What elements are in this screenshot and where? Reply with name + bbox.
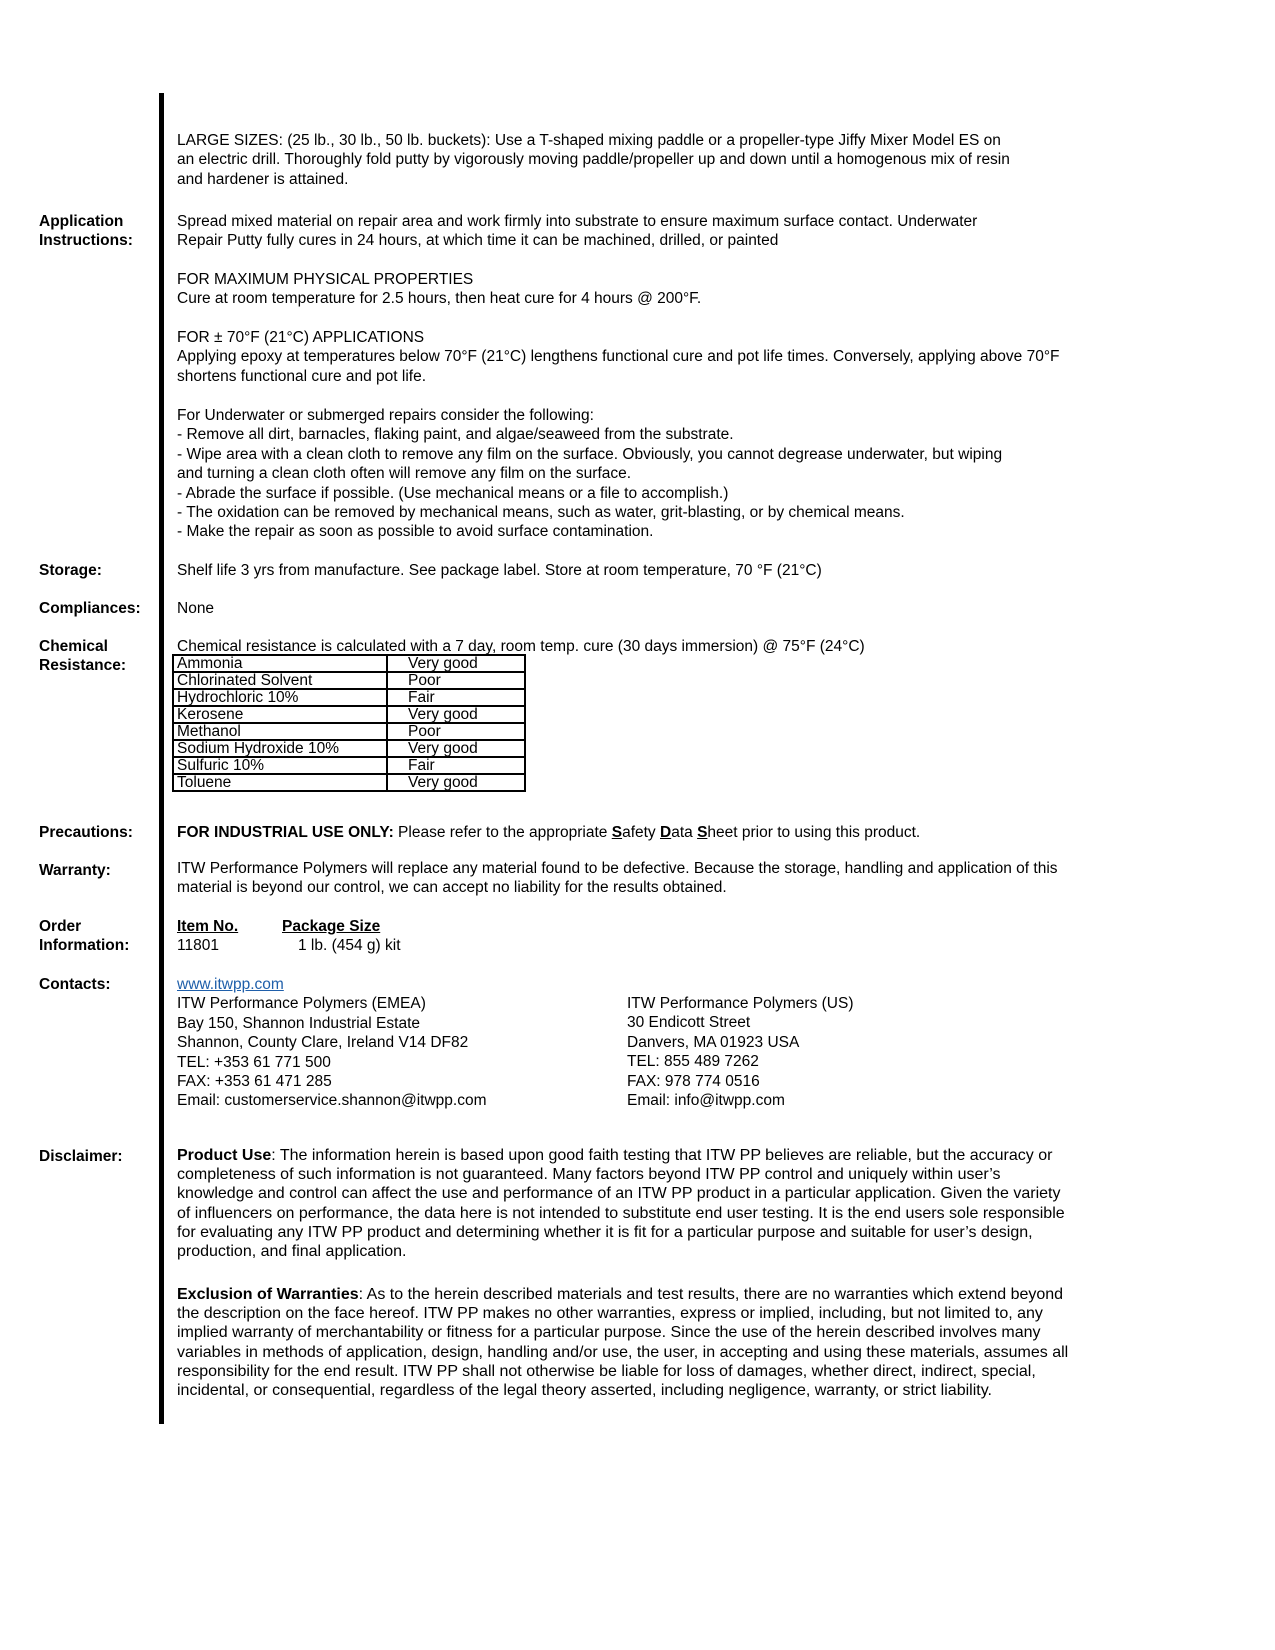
text-line: LARGE SIZES: (25 lb., 30 lb., 50 lb. buckets): Use a T-shaped mixing paddle or a propeller-type Jiffy Mixer Model ES on: [177, 132, 1001, 149]
text-line: FOR ± 70°F (21°C) APPLICATIONS: [177, 329, 425, 346]
table-row: [173, 740, 525, 757]
chemical-resistance-table: [172, 654, 526, 792]
text-line: shortens functional cure and pot life.: [177, 367, 427, 385]
text-run: ata: [671, 824, 698, 841]
max-properties-text: [177, 270, 701, 309]
chemical-cell: Methanol: [173, 723, 387, 740]
rating-cell: Very good: [387, 655, 525, 672]
text-line: and hardener is attained.: [177, 170, 349, 188]
order-item-no: 11801: [177, 937, 219, 954]
text-line: - Abrade the surface if possible. (Use mechanical means or a file to accomplish.): [177, 484, 729, 502]
rating-cell: Poor: [387, 672, 525, 689]
disclaimer-label: Disclaimer:: [39, 1148, 123, 1165]
sds-initial-s: S: [611, 824, 623, 841]
text-line: - Remove all dirt, barnacles, flaking paint, and algae/seaweed from the substrate.: [177, 426, 734, 444]
label-line: Application: [39, 213, 124, 230]
compliances-text: None: [177, 600, 215, 617]
text-line: FAX: 978 774 0516: [627, 1072, 760, 1090]
text-run: heet prior to using this product.: [707, 824, 921, 841]
chemical-cell: Hydrochloric 10%: [173, 689, 387, 706]
disclaimer-product-use: [177, 1146, 1077, 1261]
item-no-header: Item No.: [177, 918, 239, 935]
text-line: material is beyond our control, we can accept no liability for the results obtained.: [177, 879, 727, 897]
underwater-repairs-text: [177, 406, 1002, 542]
text-line: - The oxidation can be removed by mechanical means, such as water, grit-blasting, or by chemical means.: [177, 504, 905, 522]
text-line: ITW Performance Polymers (EMEA): [177, 995, 426, 1013]
table-row: [173, 672, 525, 689]
table-row: [173, 655, 525, 672]
text-line: Applying epoxy at temperatures below 70°F (21°C) lengthens functional cure and pot life times. Conversely, applying above 70°F: [177, 348, 1060, 366]
rating-cell: Very good: [387, 740, 525, 757]
text-line: FAX: +353 61 471 285: [177, 1073, 332, 1091]
text-line: an electric drill. Thoroughly fold putty by vigorously moving paddle/propeller up and down until a homogenous mix of resin: [177, 151, 1010, 169]
text-line: - Make the repair as soon as possible to avoid surface contamination.: [177, 523, 654, 541]
rating-cell: Poor: [387, 723, 525, 740]
warranty-label: Warranty:: [39, 862, 111, 879]
text-line: Email: info@itwpp.com: [627, 1092, 785, 1110]
product-use-heading: Product Use: [177, 1147, 272, 1164]
label-line: Instructions:: [39, 232, 133, 249]
text-line: Danvers, MA 01923 USA: [627, 1033, 800, 1051]
table-row: [173, 723, 525, 740]
contacts-left: [177, 975, 487, 1111]
large-sizes-text: [177, 131, 1010, 189]
chemical-resistance-label: [39, 637, 126, 675]
table-row: [173, 757, 525, 774]
website-link[interactable]: www.itwpp.com: [177, 976, 284, 993]
text-run: Please refer to the appropriate: [393, 824, 612, 841]
text-line: ITW Performance Polymers (US): [627, 995, 854, 1012]
label-line: Information:: [39, 937, 130, 954]
table-row: [173, 706, 525, 723]
text-line: 30 Endicott Street: [627, 1014, 751, 1032]
order-package-size: 1 lb. (454 g) kit: [298, 937, 401, 954]
precautions-label: Precautions:: [39, 824, 133, 841]
text-line: ITW Performance Polymers will replace any material found to be defective. Because the storage, handling and application of this: [177, 860, 1058, 877]
text-line: TEL: +353 61 771 500: [177, 1053, 331, 1071]
table-row: [173, 689, 525, 706]
chemical-cell: Chlorinated Solvent: [173, 672, 387, 689]
package-size-header: Package Size: [282, 918, 381, 935]
text-line: - Wipe area with a clean cloth to remove any film on the surface. Obviously, you cannot degrease underwater, but wiping: [177, 445, 1003, 463]
text-line: Spread mixed material on repair area and work firmly into substrate to ensure maximum surface contact. Underwater: [177, 213, 978, 230]
label-line: Resistance:: [39, 657, 127, 674]
disclaimer-exclusion: [177, 1285, 1077, 1400]
warranty-text: [177, 859, 1058, 898]
text-line: and turning a clean cloth often will remove any film on the surface.: [177, 465, 632, 483]
rating-cell: Very good: [387, 706, 525, 723]
text-run: afety: [622, 824, 660, 841]
storage-label: Storage:: [39, 562, 102, 579]
text-line: Email: customerservice.shannon@itwpp.com: [177, 1092, 487, 1110]
chemical-cell: Toluene: [173, 774, 387, 791]
text-line: For Underwater or submerged repairs consider the following:: [177, 407, 594, 424]
paragraph-text: : The information herein is based upon good faith testing that ITW PP believes are reliable, but the accuracy or completeness of such information is not guaranteed. Many factors beyond ITW PP control and uniquely within user’s knowledge and control can affect the use and performance of an ITW PP product in a particular application. Given the variety of influencers on performance, the data here is not intended to substitute end user testing. It is the end users sole responsible for evaluating any ITW PP product and determining whether it is fit for a particular purpose and suitable for user’s design, production, and final application.: [177, 1147, 1065, 1261]
precautions-text: [177, 823, 920, 842]
order-information-label: [39, 917, 129, 955]
exclusion-heading: Exclusion of Warranties: [177, 1286, 359, 1303]
text-line: Bay 150, Shannon Industrial Estate: [177, 1014, 420, 1032]
chemical-cell: Kerosene: [173, 706, 387, 723]
sds-initial-s2: S: [697, 824, 708, 841]
section-divider-bar: [159, 93, 164, 1424]
order-size-header: [282, 917, 380, 936]
chemical-resistance-intro: Chemical resistance is calculated with a 7 day, room temp. cure (30 days immersion) @ 75°F (24°C): [177, 638, 865, 655]
chemical-cell: Ammonia: [173, 655, 387, 672]
text-line: Repair Putty fully cures in 24 hours, at which time it can be machined, drilled, or painted: [177, 232, 779, 250]
sds-initial-d: D: [660, 824, 672, 841]
paragraph-text: : As to the herein described materials and test results, there are no warranties which extend beyond the description on the face hereof. ITW PP makes no other warranties, express or implied, including, but not limited to, any implied warranty of merchantability or fitness for a particular purpose. Since the use of the herein described involves many variables in methods of application, design, handling and/or use, the user, in accepting and using these materials, assumes all responsibility for the end result. ITW PP shall not otherwise be liable for loss of damages, whether direct, indirect, special, incidental, or consequential, regardless of the legal theory asserted, including negligence, warranty, or strict liability.: [177, 1286, 1069, 1400]
order-item-header: [177, 917, 238, 936]
application-spread-text: [177, 212, 977, 251]
contacts-label: Contacts:: [39, 976, 111, 993]
text-line: Cure at room temperature for 2.5 hours, then heat cure for 4 hours @ 200°F.: [177, 290, 702, 308]
label-line: Chemical: [39, 638, 108, 655]
chemical-cell: Sodium Hydroxide 10%: [173, 740, 387, 757]
text-line: Shannon, County Clare, Ireland V14 DF82: [177, 1034, 469, 1052]
compliances-label: Compliances:: [39, 600, 141, 617]
temperature-text: [177, 328, 1060, 386]
application-label: [39, 212, 133, 250]
rating-cell: Fair: [387, 689, 525, 706]
text-line: FOR MAXIMUM PHYSICAL PROPERTIES: [177, 271, 474, 288]
chemical-cell: Sulfuric 10%: [173, 757, 387, 774]
label-line: Order: [39, 918, 82, 935]
rating-cell: Very good: [387, 774, 525, 791]
rating-cell: Fair: [387, 757, 525, 774]
table-row: [173, 774, 525, 791]
industrial-use-bold: FOR INDUSTRIAL USE ONLY:: [177, 824, 394, 841]
storage-text: Shelf life 3 yrs from manufacture. See package label. Store at room temperature, 70 °F (21°C): [177, 562, 822, 579]
text-line: TEL: 855 489 7262: [627, 1053, 759, 1071]
contacts-right: [627, 994, 854, 1110]
